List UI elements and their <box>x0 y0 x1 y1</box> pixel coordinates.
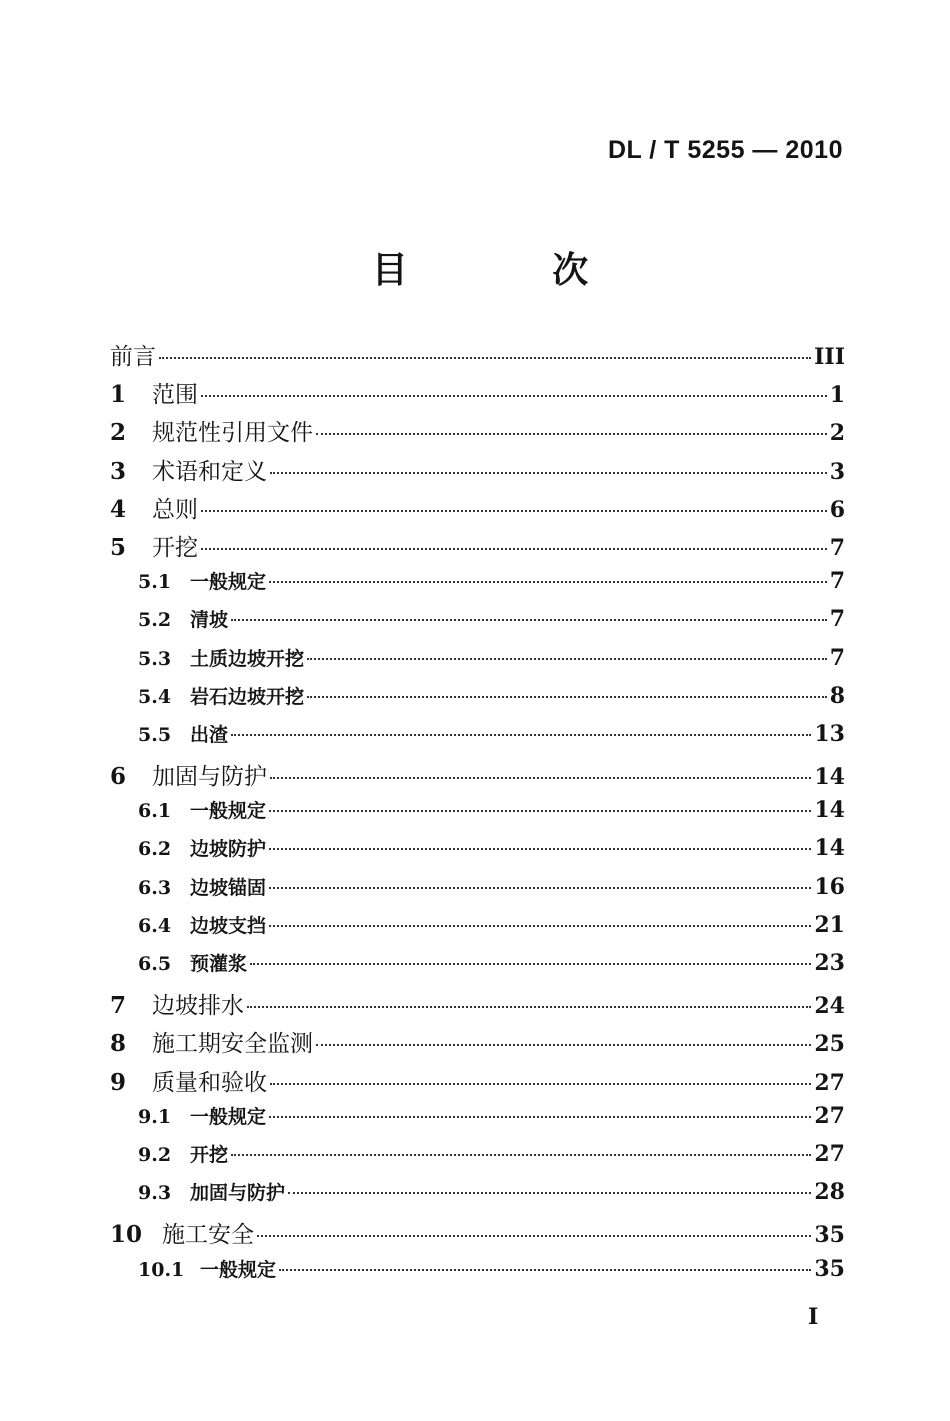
toc-entry-page: 27 <box>814 1140 845 1167</box>
toc-entry[interactable] <box>110 453 845 491</box>
toc-entry-label: 土质边坡开挖 <box>190 647 305 670</box>
toc-entry-number: 9.3 <box>138 1182 172 1205</box>
toc-entry-number: 8 <box>110 1030 127 1058</box>
toc-entry-label: 施工期安全监测 <box>152 1031 313 1058</box>
toc-leader-dots <box>269 925 811 927</box>
toc-leader-dots <box>257 1235 811 1237</box>
standard-code: DL / T 5255 — 2010 <box>607 136 843 164</box>
toc-entry[interactable] <box>110 1064 845 1102</box>
toc-entry[interactable] <box>110 414 845 452</box>
toc-entry-label: 规范性引用文件 <box>152 420 313 447</box>
toc-entry-label: 预灌浆 <box>190 953 248 975</box>
toc-entry-page: 16 <box>814 873 845 900</box>
toc-leader-dots <box>247 1006 811 1008</box>
toc-entry-label: 边坡排水 <box>152 993 244 1020</box>
toc-entry[interactable] <box>110 644 845 682</box>
toc-entry-page: 14 <box>814 764 845 791</box>
toc-entry[interactable] <box>110 758 845 796</box>
toc-entry-label: 开挖 <box>152 534 198 561</box>
toc-entry-label: 出渣 <box>190 723 229 746</box>
toc-leader-dots <box>231 1154 811 1156</box>
toc-leader-dots <box>269 581 827 583</box>
toc-entry[interactable] <box>110 911 845 949</box>
toc-entry[interactable] <box>110 1216 845 1254</box>
toc-entry-label: 边坡防护 <box>190 838 267 861</box>
toc-entry[interactable] <box>110 834 845 872</box>
toc-entry-page: 23 <box>814 950 845 976</box>
toc-entry-number: 6.2 <box>138 838 172 861</box>
toc-entry-label: 岩石边坡开挖 <box>190 685 305 708</box>
toc-entry-number: 6.5 <box>138 953 172 975</box>
toc-leader-dots <box>201 510 827 512</box>
toc-entry[interactable] <box>110 376 845 414</box>
toc-entry-label: 一般规定 <box>190 800 267 823</box>
toc-entry-number: 6 <box>110 763 127 791</box>
toc-leader-dots <box>231 734 811 736</box>
toc-entry-label: 一般规定 <box>200 1258 277 1281</box>
toc-entry-label: 边坡支挡 <box>190 914 267 937</box>
toc-entry-label: 范围 <box>152 382 198 409</box>
toc-entry-label: 加固与防护 <box>152 764 267 791</box>
toc-entry-page: 3 <box>829 458 845 485</box>
toc-entry-page: 14 <box>814 797 845 824</box>
toc-entry[interactable] <box>110 987 845 1025</box>
toc-entry-label: 前言 <box>110 344 156 370</box>
toc-leader-dots <box>307 696 827 698</box>
toc-entry-number: 10.1 <box>138 1258 185 1281</box>
toc-leader-dots <box>307 658 827 660</box>
toc-leader-dots <box>201 395 827 397</box>
toc-entry-number: 6.1 <box>138 800 172 823</box>
toc-entry-page: 27 <box>814 1069 845 1096</box>
toc-leader-dots <box>279 1269 811 1271</box>
toc-entry-number: 5 <box>110 533 127 561</box>
toc-leader-dots <box>250 963 811 965</box>
toc-entry[interactable] <box>110 605 845 643</box>
toc-entry-page: 1 <box>829 382 845 409</box>
page-number: I <box>808 1304 819 1330</box>
toc-leader-dots <box>316 433 827 435</box>
toc-entry-label: 总则 <box>152 496 198 523</box>
toc-entry-number: 9 <box>110 1068 127 1096</box>
toc-entry[interactable] <box>110 491 845 529</box>
toc-entry-page: 35 <box>814 1222 845 1249</box>
toc-entry-number: 9.2 <box>138 1143 172 1166</box>
toc-entry-number: 6.3 <box>138 876 172 899</box>
toc-leader-dots <box>270 777 811 779</box>
toc-entry-page: 13 <box>814 720 845 747</box>
toc-entry-number: 7 <box>110 992 127 1020</box>
toc-entry-page: 24 <box>814 993 845 1020</box>
toc-entry-page: 8 <box>829 682 845 709</box>
toc-leader-dots <box>270 1083 811 1085</box>
table-of-contents <box>110 338 845 1293</box>
toc-entry-number: 10 <box>110 1221 143 1249</box>
toc-entry[interactable] <box>110 720 845 758</box>
toc-entry-page: III <box>814 344 845 370</box>
toc-entry[interactable] <box>110 682 845 720</box>
toc-entry[interactable] <box>110 1025 845 1063</box>
toc-entry[interactable] <box>110 567 845 605</box>
toc-entry-number: 1 <box>110 381 127 409</box>
toc-entry-number: 5.3 <box>138 647 172 670</box>
toc-entry-page: 6 <box>829 496 845 523</box>
toc-entry-number: 3 <box>110 457 127 485</box>
toc-entry-label: 术语和定义 <box>152 458 267 485</box>
toc-entry[interactable] <box>110 873 845 911</box>
toc-entry-label: 一般规定 <box>190 571 267 594</box>
toc-entry-page: 25 <box>814 1031 845 1058</box>
toc-leader-dots <box>269 887 811 889</box>
toc-entry[interactable] <box>110 1178 845 1216</box>
toc-entry[interactable] <box>110 338 845 376</box>
toc-leader-dots <box>316 1044 811 1046</box>
toc-entry-number: 4 <box>110 495 127 523</box>
toc-entry-page: 21 <box>814 911 845 938</box>
toc-entry-label: 加固与防护 <box>190 1182 286 1205</box>
toc-entry-page: 7 <box>829 606 845 633</box>
toc-entry-label: 边坡锚固 <box>190 876 267 899</box>
toc-entry-page: 2 <box>829 420 845 447</box>
toc-leader-dots <box>270 472 827 474</box>
toc-leader-dots <box>159 357 811 359</box>
toc-leader-dots <box>269 1116 811 1118</box>
toc-entry-number: 5.5 <box>138 723 172 746</box>
toc-entry[interactable] <box>110 949 845 987</box>
toc-entry-number: 5.1 <box>138 571 172 594</box>
toc-entry-label: 清坡 <box>190 609 229 632</box>
toc-entry-number: 5.4 <box>138 685 172 708</box>
toc-entry-number: 9.1 <box>138 1105 172 1128</box>
toc-leader-dots <box>231 619 827 621</box>
toc-entry[interactable] <box>110 1140 845 1178</box>
toc-entry-page: 35 <box>814 1255 845 1282</box>
toc-entry-page: 7 <box>829 568 845 595</box>
page-title: 目 次 <box>371 249 655 291</box>
toc-entry-page: 7 <box>829 534 845 561</box>
toc-entry[interactable] <box>110 1255 845 1293</box>
toc-entry-label: 施工安全 <box>162 1222 254 1249</box>
toc-leader-dots <box>288 1192 811 1194</box>
toc-entry-label: 开挖 <box>190 1143 229 1166</box>
toc-entry-number: 2 <box>110 419 127 447</box>
toc-entry-page: 7 <box>829 644 845 671</box>
toc-entry-label: 质量和验收 <box>152 1069 267 1096</box>
toc-entry[interactable] <box>110 1102 845 1140</box>
toc-leader-dots <box>269 848 811 850</box>
toc-entry-number: 6.4 <box>138 914 172 937</box>
toc-entry-page: 27 <box>814 1102 845 1129</box>
toc-entry-number: 5.2 <box>138 609 172 632</box>
toc-leader-dots <box>269 810 811 812</box>
toc-entry-label: 一般规定 <box>190 1105 267 1128</box>
toc-entry[interactable] <box>110 529 845 567</box>
toc-entry-page: 14 <box>814 835 845 862</box>
toc-entry-page: 28 <box>814 1179 845 1206</box>
toc-leader-dots <box>201 548 827 550</box>
toc-entry[interactable] <box>110 796 845 834</box>
